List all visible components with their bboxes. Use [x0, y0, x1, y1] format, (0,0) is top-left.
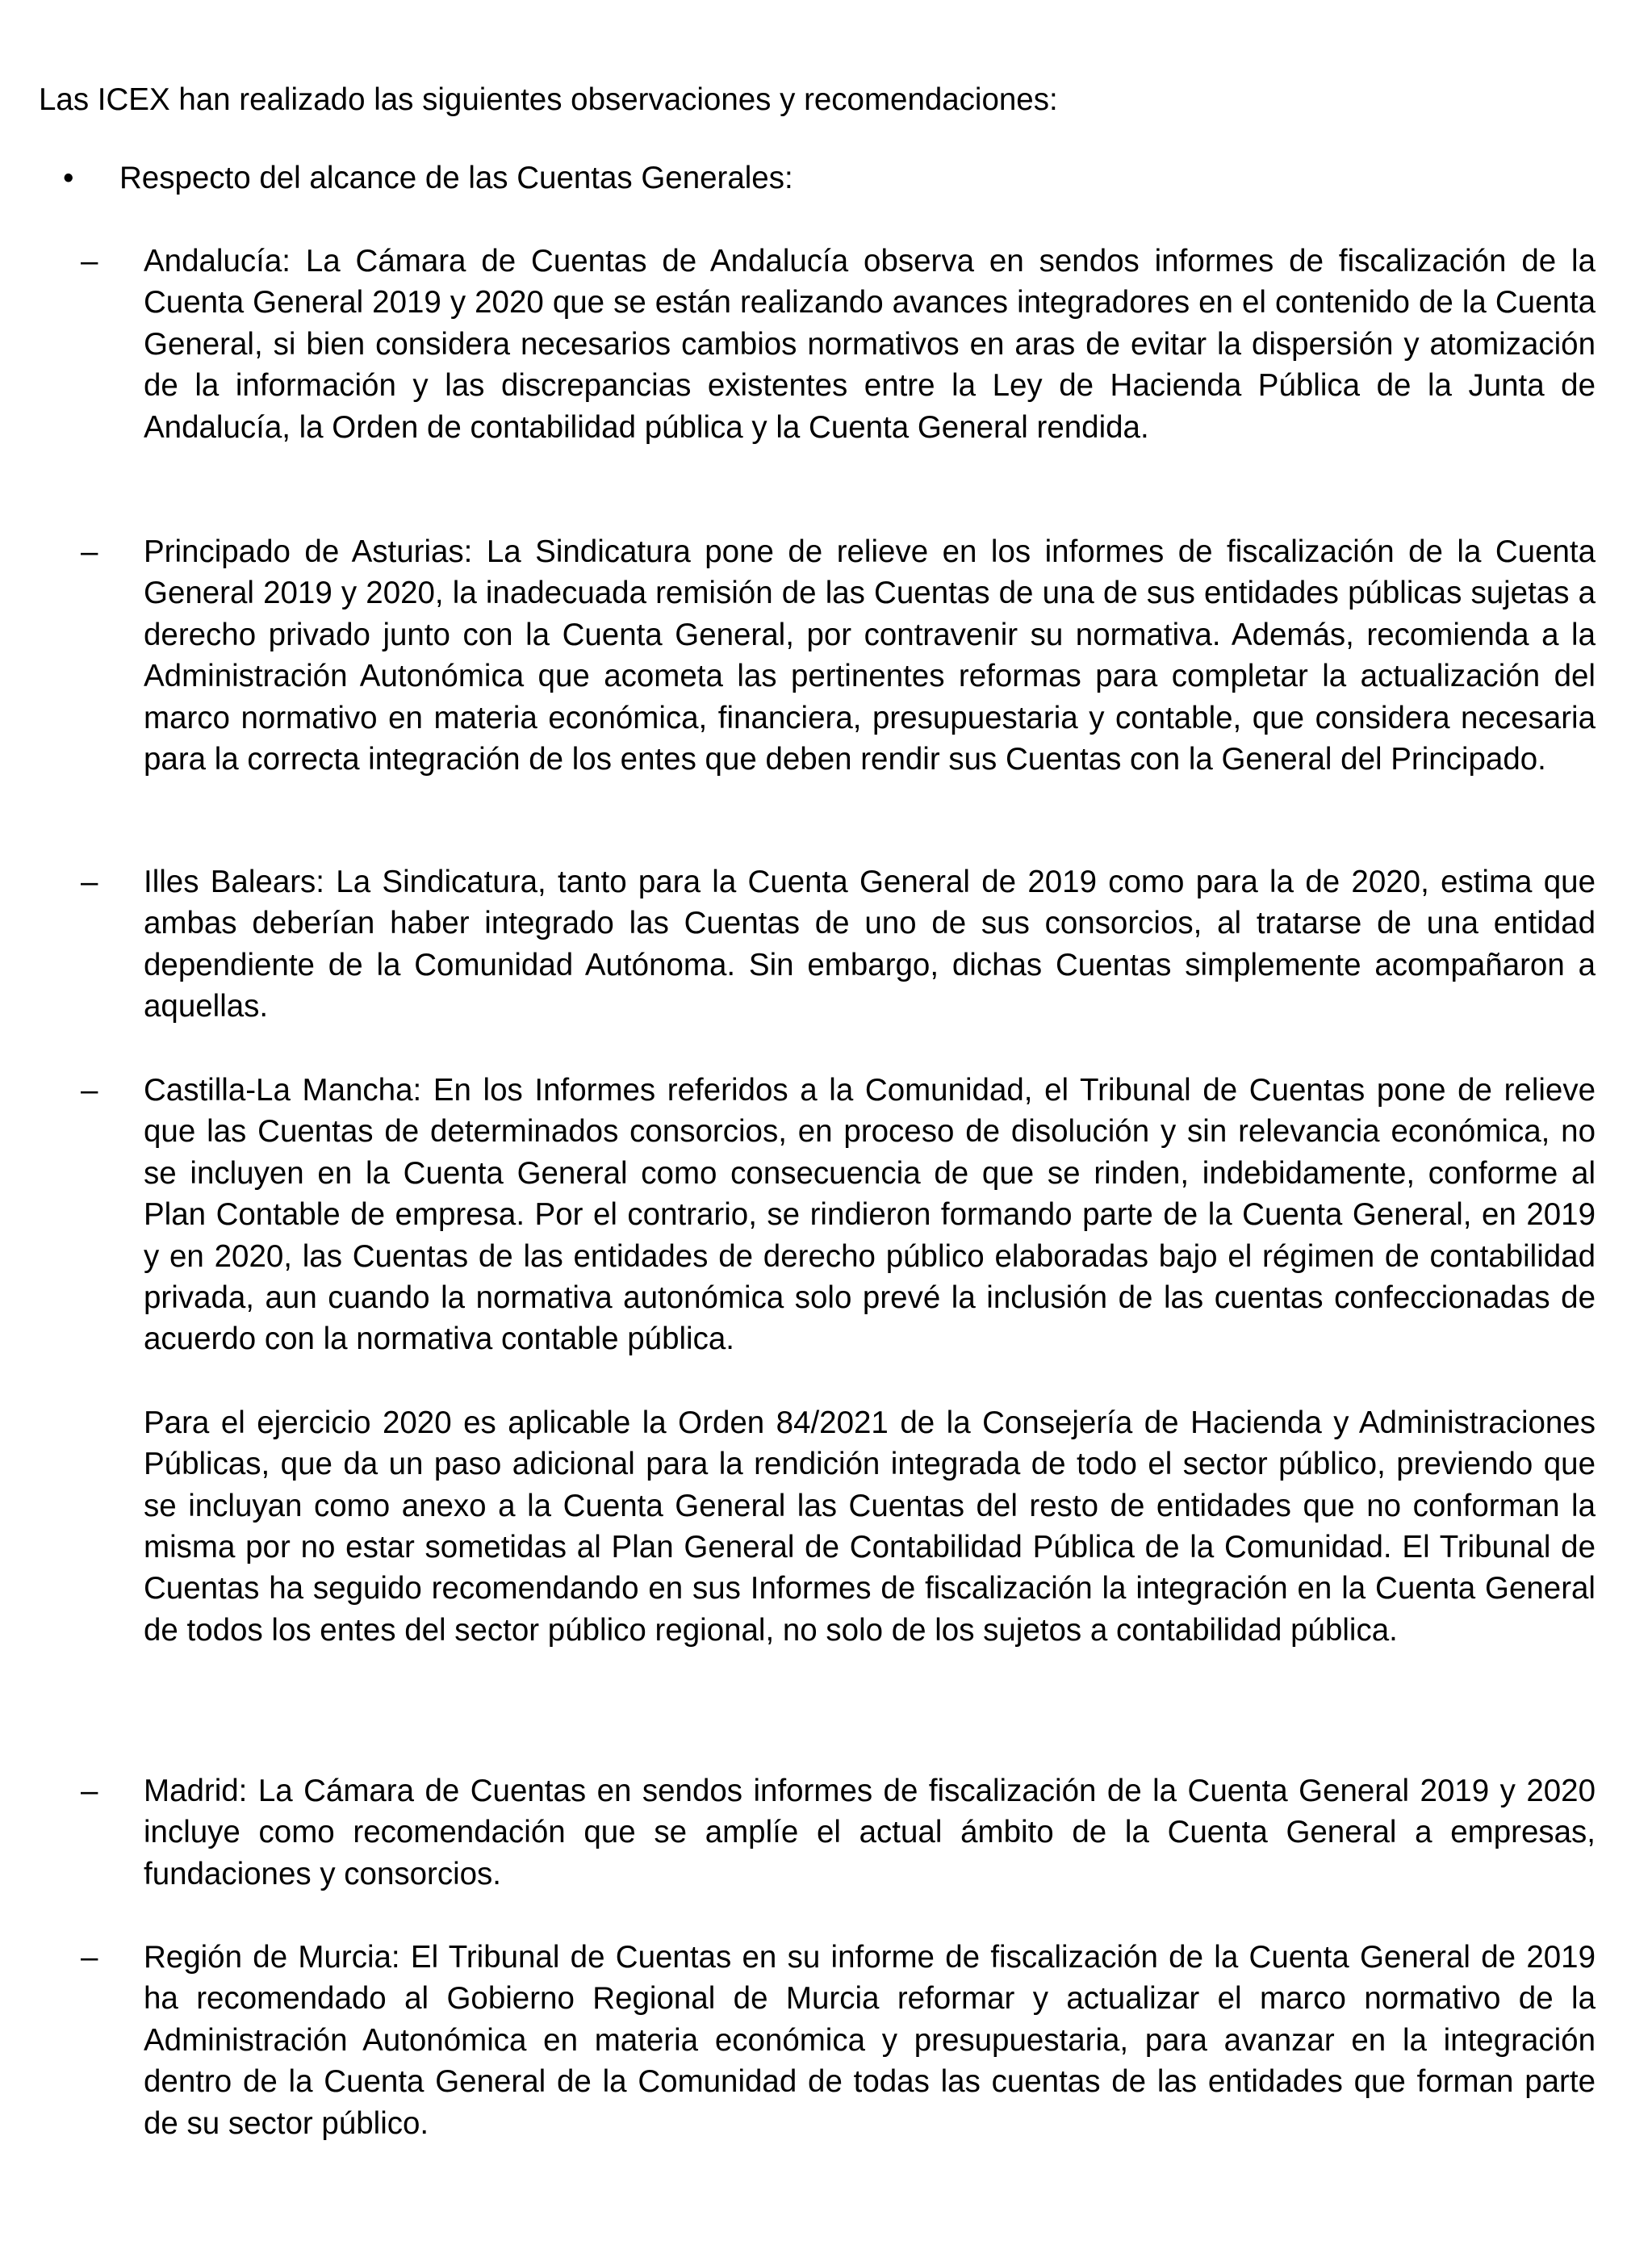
- list-item-castilla-la-mancha: [81, 1070, 1596, 1651]
- list-item-madrid: [81, 1770, 1596, 1895]
- list-item-asturias: [81, 531, 1596, 780]
- paragraph: Madrid: La Cámara de Cuentas en sendos informes de fiscalización de la Cuenta General 2019 y 2020 incluye como recomendación que se amplíe el actual ámbito de la Cuenta General a empresas, fundaciones y consorcios.: [144, 1774, 1596, 1891]
- paragraph: Andalucía: La Cámara de Cuentas de Andalucía observa en sendos informes de fiscalización de la Cuenta General 2019 y 2020 que se están realizando avances integradores en el contenido de la Cuenta General, si bien considera necesarios cambios normativos en aras de evitar la dispersión y atomización de la información y las discrepancias existentes entre la Ley de Hacienda Pública de la Junta de Andalucía, la Orden de contabilidad pública y la Cuenta General rendida.: [144, 244, 1596, 445]
- paragraph: Principado de Asturias: La Sindicatura pone de relieve en los informes de fiscalización de la Cuenta General 2019 y 2020, la inadecuada remisión de las Cuentas de una de sus entidades públicas sujetas a derecho privado junto con la Cuenta General, por contravenir su normativa. Además, recomienda a la Administración Autonómica que acometa las pertinentes reformas para completar la actualización del marco normativo en materia económica, financiera, presupuestaria y contable, que considera necesaria para la correcta integración de los entes que deben rendir sus Cuentas con la General del Principado.: [144, 534, 1596, 777]
- paragraph: Illes Balears: La Sindicatura, tanto para la Cuenta General de 2019 como para la de 2020, estima que ambas deberían haber integrado las Cuentas de uno de sus consorcios, al tratarse de una entidad dependiente de la Comunidad Autónoma. Sin embargo, dichas Cuentas simplemente acompañaron a aquellas.: [144, 865, 1596, 1024]
- paragraph: Región de Murcia: El Tribunal de Cuentas en su informe de fiscalización de la Cuenta General de 2019 ha recomendado al Gobierno Regional de Murcia reformar y actualizar el marco normativo de la Administración Autonómica en materia económica y presupuestaria, para avanzar en la integración dentro de la Cuenta General de la Comunidad de todas las cuentas de las entidades que forman parte de su sector público.: [144, 1940, 1596, 2141]
- list-item-illes-balears: [81, 861, 1596, 1028]
- bullet-icon: •: [63, 161, 74, 195]
- intro-text: Las ICEX han realizado las siguientes observaciones y recomendaciones:: [39, 82, 1058, 117]
- dash-icon: –: [81, 1774, 98, 1808]
- dash-icon: –: [81, 865, 98, 899]
- dash-icon: –: [81, 1940, 98, 1975]
- dash-icon: –: [81, 244, 98, 279]
- dash-icon: –: [81, 534, 98, 569]
- paragraph: Para el ejercicio 2020 es aplicable la Orden 84/2021 de la Consejería de Hacienda y Administraciones Públicas, que da un paso adicional para la rendición integrada de todo el sector público, previendo que se incluyan como anexo a la Cuenta General las Cuentas del resto de entidades que no conforman la misma por no estar sometidas al Plan General de Contabilidad Pública de la Comunidad. El Tribunal de Cuentas ha seguido recomendando en sus Informes de fiscalización la integración en la Cuenta General de todos los entes del sector público regional, no solo de los sujetos a contabilidad pública.: [144, 1405, 1596, 1648]
- list-item-murcia: [81, 1937, 1596, 2144]
- list-item-andalucia: [81, 241, 1596, 448]
- dash-icon: –: [81, 1073, 98, 1108]
- bullet-text: Respecto del alcance de las Cuentas Generales:: [119, 161, 793, 195]
- paragraph: Castilla-La Mancha: En los Informes referidos a la Comunidad, el Tribunal de Cuentas pone de relieve que las Cuentas de determinados consorcios, en proceso de disolución y sin relevancia económica, no se incluyen en la Cuenta General como consecuencia de que se rinden, indebidamente, conforme al Plan Contable de empresa. Por el contrario, se rindieron formando parte de la Cuenta General, en 2019 y en 2020, las Cuentas de las entidades de derecho público elaboradas bajo el régimen de contabilidad privada, aun cuando la normativa autonómica solo prevé la inclusión de las cuentas confeccionadas de acuerdo con la normativa contable pública.: [144, 1073, 1596, 1357]
